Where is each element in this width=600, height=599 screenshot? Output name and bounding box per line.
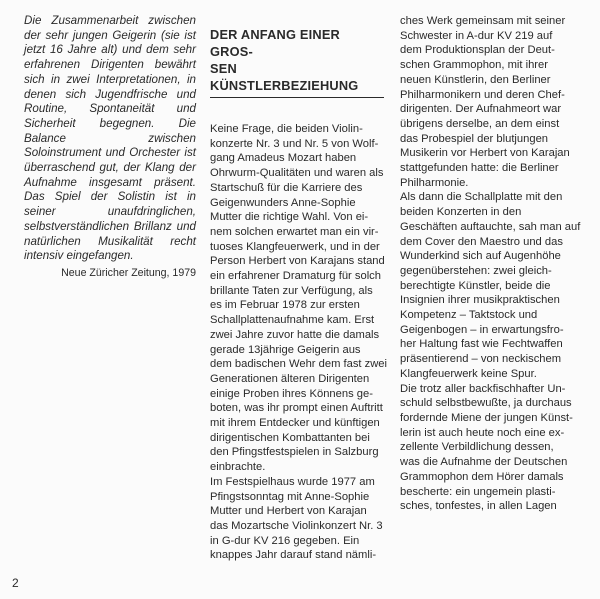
text-line: Die trotz aller backfischhafter Un-: [400, 382, 566, 395]
text-line: Geschäften auftauchte, sah man auf: [400, 220, 581, 233]
text-line: präsentierend – von neckischem: [400, 353, 562, 366]
text-line: Mutter die richtige Wahl. Von ei-: [210, 211, 369, 224]
text-line: was die Aufnahme der Deutschen: [400, 456, 568, 469]
text-line: her Haltung fast wie Fechtwaffen: [400, 338, 563, 351]
page-number: 2: [12, 576, 19, 590]
text-line: lerin ist auch heute noch eine ex-: [400, 426, 565, 439]
text-line: boten, was ihr prompt einen Auftritt: [210, 402, 383, 415]
text-line: fordernde Miene der jungen Künst-: [400, 411, 573, 424]
text-line: einige Proben ihres Könnens ge-: [210, 387, 373, 400]
text-line: brillante Taten zur Verfügung, als: [210, 284, 373, 297]
text-line: ein erfahrener Dramaturg für solch: [210, 270, 381, 283]
text-line: Generationen älteren Dirigenten: [210, 372, 370, 385]
article-text-column-2: [210, 122, 388, 563]
text-line: gegenüberstehen: zwei gleich-: [400, 264, 552, 277]
text-line: das Probespiel der blutjungen: [400, 132, 549, 145]
headline-rule: [210, 97, 384, 98]
quote-block: [24, 14, 196, 280]
article-column-1: [210, 14, 388, 563]
text-line: tuoses Klangfeuerwerk, und in der: [210, 240, 380, 253]
text-line: Grammophon dem Hörer damals: [400, 470, 564, 483]
text-line: nem solchen erwartet man ein vir-: [210, 225, 379, 238]
text-line: dem Produktionsplan der Deut-: [400, 44, 555, 57]
article-column-2: [400, 14, 584, 514]
text-line: konzerte Nr. 3 und Nr. 5 von Wolf-: [210, 137, 379, 150]
text-line: zwei Jahre zuvor hatte die damals: [210, 328, 380, 341]
text-line: einbrachte.: [210, 461, 266, 474]
text-line: Als dann die Schallplatte mit den: [400, 191, 563, 204]
text-line: übrigens derselbe, an dem einst: [400, 117, 560, 130]
text-line: beiden Konzerten in den: [400, 206, 522, 219]
text-line: Keine Frage, die beiden Violin-: [210, 123, 363, 135]
text-line: Klangfeuerwerk keine Spur.: [400, 367, 537, 380]
text-line: knappes Jahr darauf stand nämli-: [210, 549, 377, 562]
text-line: stattgefunden hatte: die Berliner: [400, 162, 559, 175]
text-line: dirigentischen Kombattanten bei: [210, 431, 370, 444]
text-line: Im Festspielhaus wurde 1977 am: [210, 475, 375, 488]
text-line: es im Februar 1978 zur ersten: [210, 299, 360, 312]
text-line: berechtigte Künstler, beide die: [400, 279, 551, 292]
text-line: Pfingstsonntag mit Anne-Sophie: [210, 490, 370, 503]
text-line: ches Werk gemeinsam mit seiner: [400, 15, 566, 27]
text-line: dem Cover den Maestro und das: [400, 235, 563, 248]
text-line: Startschuß für die Karriere des: [210, 181, 363, 194]
text-line: Person Herbert von Karajans stand: [210, 255, 385, 268]
quote-text: Die Zusammenarbeit zwischen der sehr jungen Geigerin (sie ist jetzt 16 Jahre alt) und dem sehr erfahrenen Dirigenten bewährt sich in zwei Interpretationen, in denen sich Jugendfrische und Routine, Spontaneität und Sicherheit begegnen. Die Balance zwischen Soloinstrument und Orchester ist überraschend gut, der Klang der Aufnahme insgesamt präsent. Das Spiel der Solistin ist in seiner unaufdringlichen, selbstverständlichen Brillanz und natürlichen Musikalität recht intensiv eingefangen.: [24, 14, 196, 263]
headline-line: DER ANFANG EINER GROS-: [210, 27, 340, 59]
text-line: Schallplattenaufnahme kam. Erst: [210, 314, 375, 327]
text-line: dem badischen Wehr dem fast zwei: [210, 358, 388, 371]
headline-line: SEN KÜNSTLERBEZIEHUNG: [210, 61, 359, 93]
text-line: in G-dur KV 216 gegeben. Ein: [210, 534, 360, 547]
text-line: mit ihrem Entdecker und künftigen: [210, 417, 380, 430]
text-line: Mutter und Herbert von Karajan: [210, 505, 367, 518]
text-line: gerade 13jährige Geigerin aus: [210, 343, 361, 356]
text-line: schuld selbstbewußte, ja durchaus: [400, 397, 572, 410]
text-line: Schwester in A-dur KV 219 auf: [400, 29, 553, 42]
text-line: Geigenwunders Anne-Sophie: [210, 196, 356, 209]
text-line: Musikerin vor Herbert von Karajan: [400, 147, 570, 160]
article-text-column-3: [400, 14, 584, 514]
article-headline: [210, 26, 384, 94]
text-line: den Pfingstfestspielen in Salzburg: [210, 446, 379, 459]
text-line: Geigenbogen – in erwartungsfro-: [400, 323, 564, 336]
text-line: zellente Verbildlichung dessen,: [400, 441, 554, 454]
quote-source: Neue Züricher Zeitung, 1979: [61, 266, 196, 279]
text-line: sches, tonfestes, in allen Lagen: [400, 500, 557, 513]
text-line: Philharmonikern und deren Chef-: [400, 88, 565, 101]
text-line: Kompetenz – Taktstock und: [400, 309, 538, 322]
text-line: dirigenten. Der Aufnahmeort war: [400, 103, 562, 116]
text-line: Ohrwurm-Qualitäten und waren als: [210, 167, 384, 180]
text-line: neuen Künstlerin, den Berliner: [400, 73, 551, 86]
text-line: Philharmonie.: [400, 176, 469, 189]
text-line: bescherte: ein ungemein plasti-: [400, 485, 556, 498]
text-line: Insignien ihrer musikpraktischen: [400, 294, 560, 307]
text-line: gang Amadeus Mozart haben: [210, 152, 357, 165]
text-line: schen Grammophon, mit ihrer: [400, 59, 548, 72]
text-line: das Mozartsche Violinkonzert Nr. 3: [210, 519, 383, 532]
text-line: Wunderkind sich auf Augenhöhe: [400, 250, 561, 263]
